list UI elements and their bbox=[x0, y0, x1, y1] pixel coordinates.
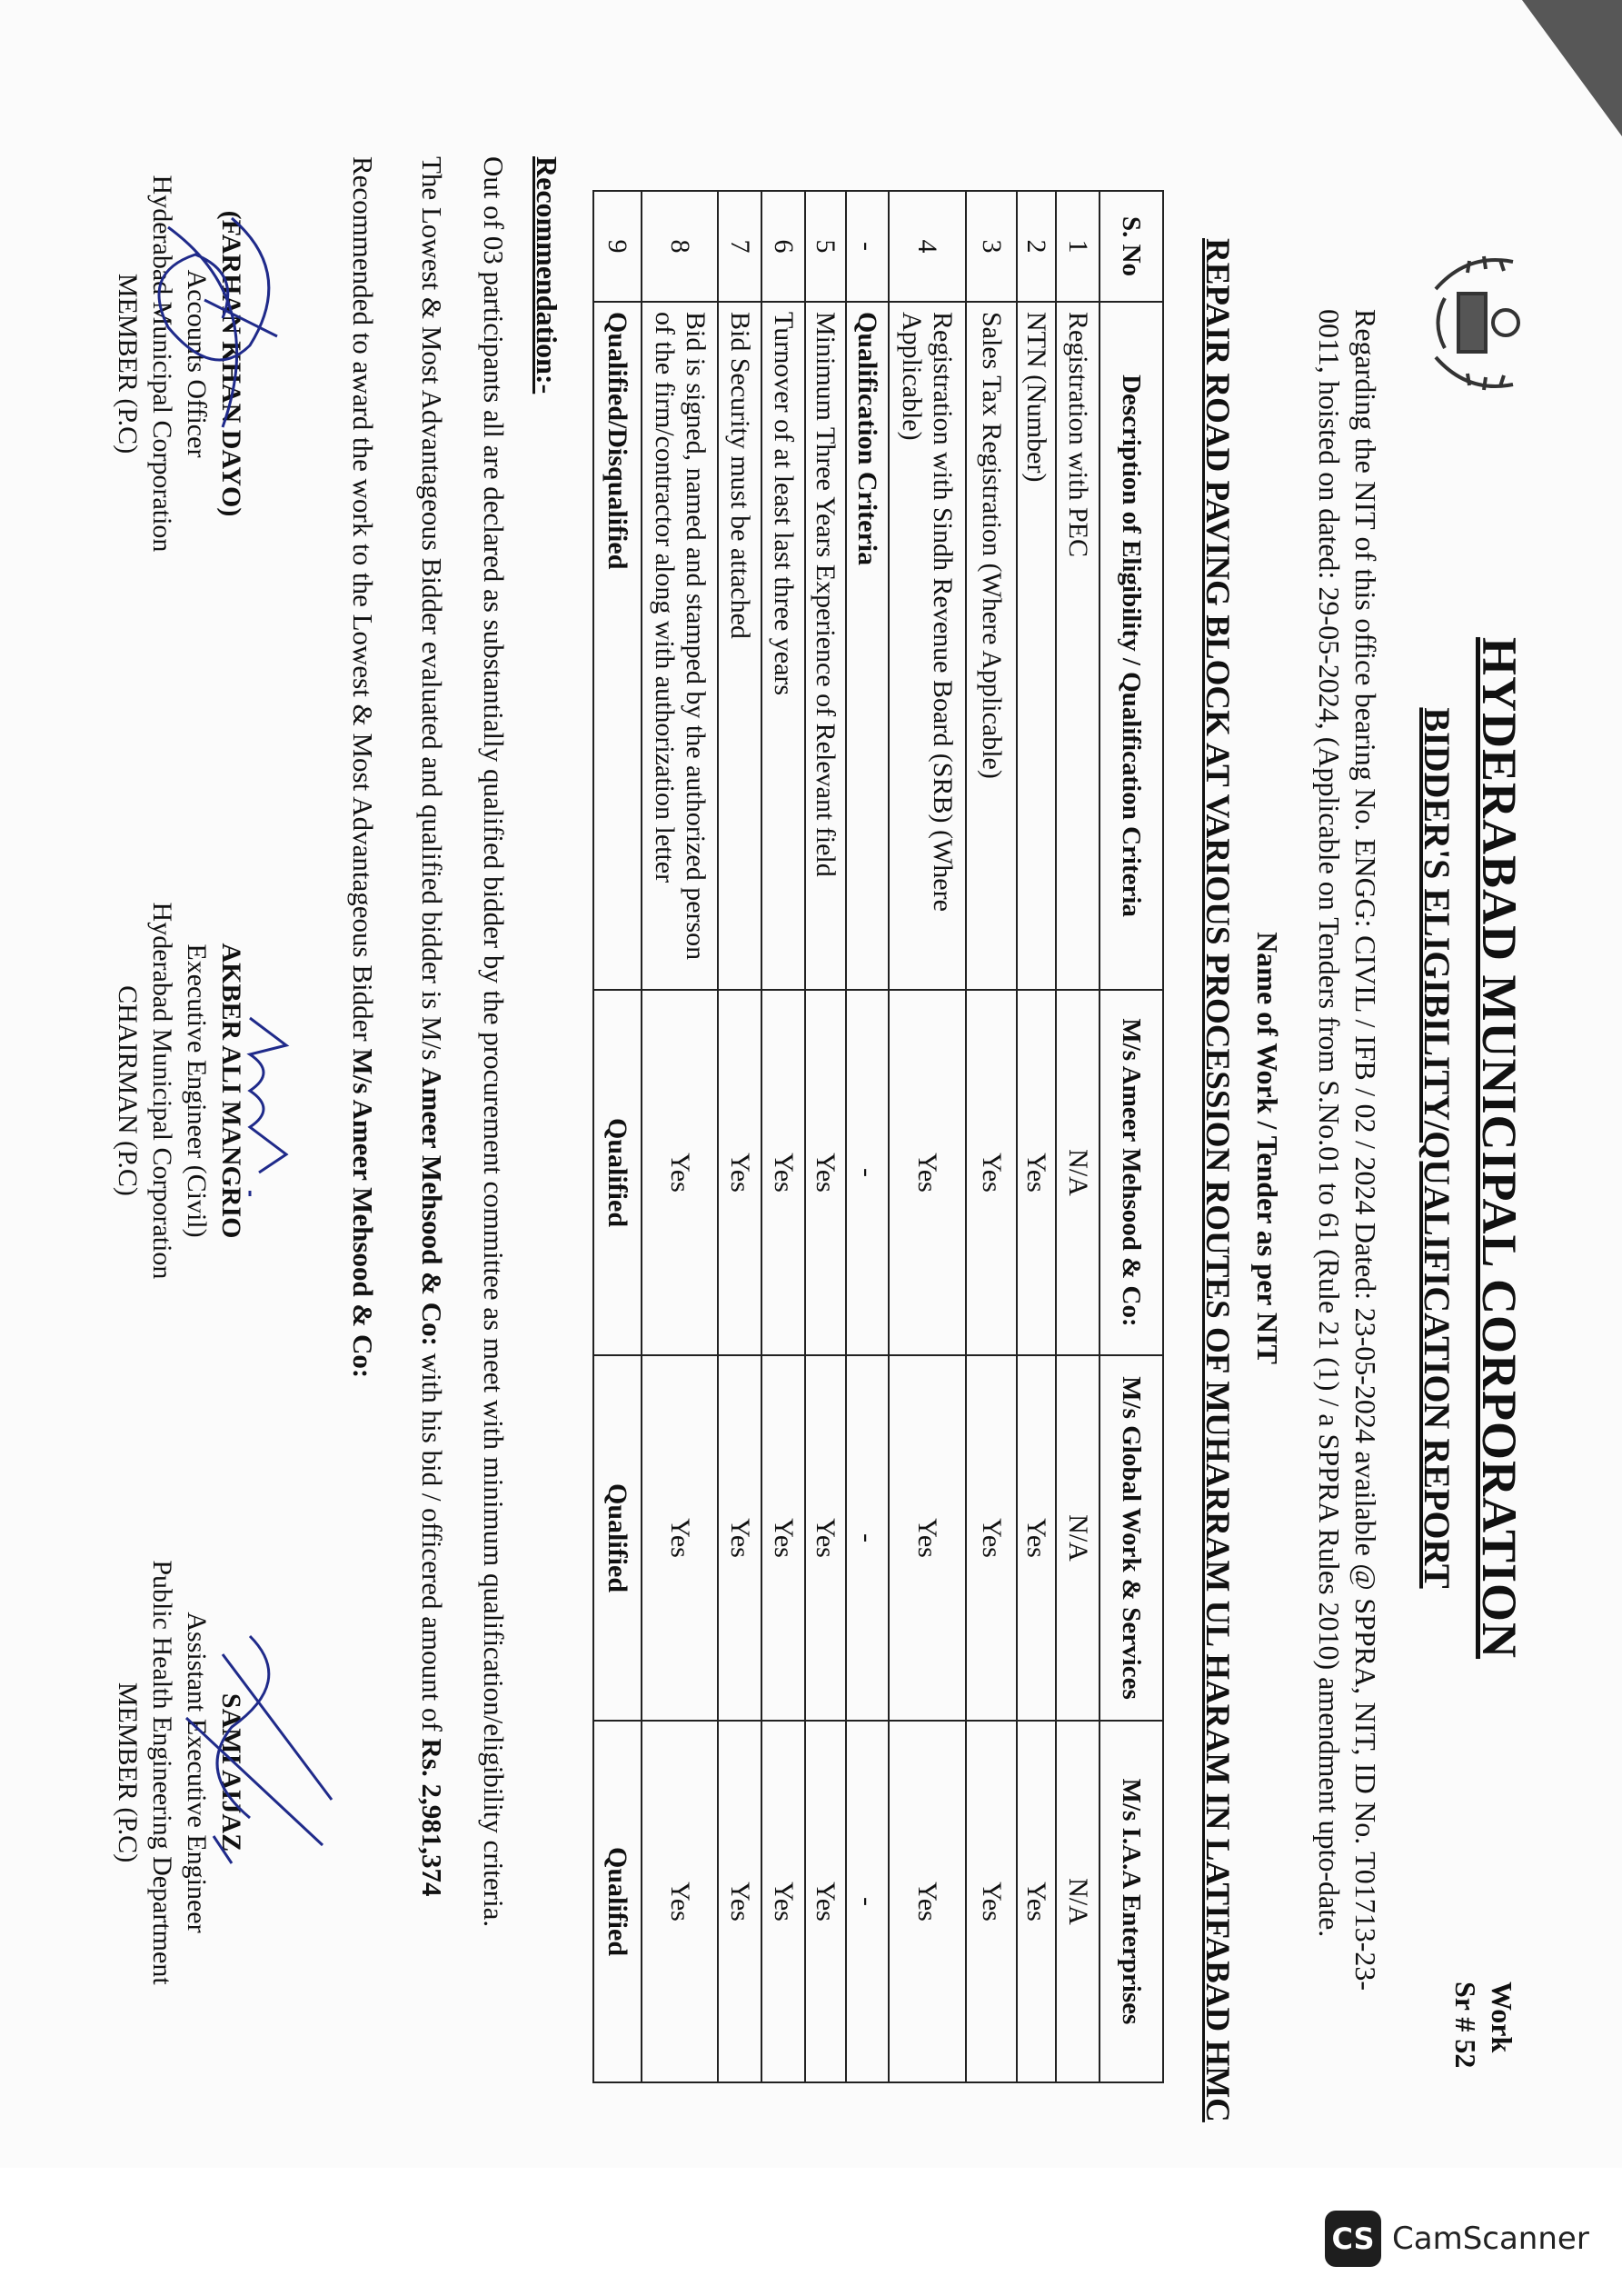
table-row bbox=[846, 191, 889, 2082]
cell-bidder-1: Yes bbox=[1017, 990, 1056, 1355]
col-sno: S. No bbox=[1100, 191, 1163, 302]
work-title: REPAIR ROAD PAVING BLOCK AT VARIOUS PROCESSION ROUTES OF MUHARRAM UL HARAM IN LATIFABAD HMC bbox=[1199, 238, 1236, 2122]
signature-3 bbox=[186, 1636, 332, 1863]
cell-sno: 7 bbox=[718, 191, 761, 302]
camscanner-label: CamScanner bbox=[1392, 2221, 1589, 2257]
cell-bidder-1: Qualified bbox=[593, 990, 642, 1355]
col-bidder-2: M/s Global Work & Services bbox=[1100, 1355, 1163, 1721]
serial-number: Sr # 52 bbox=[1449, 1982, 1482, 2069]
cell-bidder-3: Yes bbox=[1017, 1721, 1056, 2082]
cell-bidder-3: Yes bbox=[805, 1721, 846, 2082]
cell-bidder-1: Yes bbox=[718, 990, 761, 1355]
cell-bidder-3: Yes bbox=[642, 1721, 718, 2082]
camscanner-logo-icon: CS bbox=[1325, 2211, 1381, 2267]
cell-sno: 3 bbox=[966, 191, 1017, 302]
recommendation-heading: Recommendation:- bbox=[531, 156, 563, 394]
signature-1 bbox=[159, 218, 277, 427]
cell-sno: - bbox=[846, 191, 889, 302]
handwritten-signatures bbox=[77, 0, 350, 2296]
intro-paragraph: Regarding the NIT of this office bearing No. ENGG: CIVIL / IFB / 02 / 2024 Dated: 23-05-2024 available @ SPPRA, NIT, ID No. T01713-23-0011, hoisted on dated: 29-05-2024, (Applicable on Tenders from S.No.01 to 61 (Rule 21 (1) / a SPPRA Rules 2010) amendment upto-date. bbox=[1313, 309, 1382, 1991]
org-title: HYDERABAD MUNICIPAL CORPORATION bbox=[1472, 636, 1527, 1660]
cell-sno: 5 bbox=[805, 191, 846, 302]
report-title: BIDDER'S ELIGIBILITY/QUALIFICATION REPORT bbox=[1417, 707, 1458, 1589]
table-row bbox=[805, 191, 846, 2082]
signatory-org: Hyderabad Municipal Corporation bbox=[147, 902, 177, 1280]
signatory-org: Hyderabad Municipal Corporation bbox=[147, 175, 177, 553]
cell-description: Turnover of at least last three years bbox=[761, 302, 805, 990]
recommendation-line-2 bbox=[415, 156, 448, 1897]
work-serial bbox=[1448, 1982, 1520, 2068]
cell-description: Bid is signed, named and stamped by the authorized person of the firm/contractor along with authorization letter bbox=[642, 302, 718, 990]
signatory-org: Public Health Engineering Department bbox=[147, 1560, 177, 1985]
bid-amount: Rs. 2,981,374 bbox=[416, 1738, 448, 1897]
cell-bidder-2: Yes bbox=[642, 1355, 718, 1721]
signatory-designation: Accounts Officer bbox=[182, 269, 212, 458]
cell-bidder-2: Qualified bbox=[593, 1355, 642, 1721]
cell-description: Sales Tax Registration (Where Applicable) bbox=[966, 302, 1017, 990]
cell-bidder-1: Yes bbox=[642, 990, 718, 1355]
cell-bidder-2: N/A bbox=[1056, 1355, 1100, 1721]
cell-description: Qualification Criteria bbox=[846, 302, 889, 990]
table-row bbox=[966, 191, 1017, 2082]
signatory-role: CHAIRMAN (P.C) bbox=[113, 985, 143, 1196]
table-row bbox=[718, 191, 761, 2082]
work-label: Work bbox=[1486, 1982, 1518, 2053]
signatory-role: MEMBER (P.C) bbox=[113, 1682, 143, 1863]
cell-bidder-2: Yes bbox=[966, 1355, 1017, 1721]
table-row bbox=[761, 191, 805, 2082]
cell-sno: 4 bbox=[889, 191, 966, 302]
cell-description: Minimum Three Years Experience of Relevant field bbox=[805, 302, 846, 990]
signatory-role: MEMBER (P.C) bbox=[113, 273, 143, 454]
table-row bbox=[642, 191, 718, 2082]
col-description: Description of Eligibility / Qualification Criteria bbox=[1100, 302, 1163, 990]
cell-sno: 6 bbox=[761, 191, 805, 302]
signatory-designation: Executive Engineer (Civil) bbox=[182, 943, 212, 1238]
cell-bidder-3: N/A bbox=[1056, 1721, 1100, 2082]
cell-bidder-2: Yes bbox=[718, 1355, 761, 1721]
cell-description: Registration with PEC bbox=[1056, 302, 1100, 990]
name-of-work-label: Name of Work / Tender as per NIT bbox=[1251, 932, 1284, 1364]
text: The Lowest & Most Advantageous Bidder evaluated and qualified bidder is M/s bbox=[416, 156, 448, 1068]
cell-bidder-3: - bbox=[846, 1721, 889, 2082]
cell-description: Bid Security must be attached bbox=[718, 302, 761, 990]
cell-bidder-3: Yes bbox=[889, 1721, 966, 2082]
cell-bidder-3: Yes bbox=[761, 1721, 805, 2082]
col-bidder-1: M/s Ameer Mehsood & Co: bbox=[1100, 990, 1163, 1355]
cell-bidder-3: Qualified bbox=[593, 1721, 642, 2082]
cell-bidder-2: - bbox=[846, 1355, 889, 1721]
cell-bidder-2: Yes bbox=[761, 1355, 805, 1721]
cell-sno: 8 bbox=[642, 191, 718, 302]
cell-bidder-2: Yes bbox=[889, 1355, 966, 1721]
eligibility-table bbox=[592, 190, 1164, 2083]
cell-description: Qualified/Disqualified bbox=[593, 302, 642, 990]
cell-description: Registration with Sindh Revenue Board (SRB) (Where Applicable) bbox=[889, 302, 966, 990]
cell-bidder-1: Yes bbox=[889, 990, 966, 1355]
table-row bbox=[889, 191, 966, 2082]
text: Recommended to award the work to the Lowest & Most Advantageous Bidder bbox=[347, 156, 379, 1049]
table-row bbox=[1056, 191, 1100, 2082]
recommendation-line-3 bbox=[346, 156, 379, 1378]
table-row bbox=[1017, 191, 1056, 2082]
table-row bbox=[593, 191, 642, 2082]
recommendation-line-1: Out of 03 participants all are declared as substantially qualified bidder by the procurement committee as meet with minimum qualification/eligibility criteria. bbox=[478, 156, 510, 1928]
cell-sno: 1 bbox=[1056, 191, 1100, 302]
bidder-name: Ameer Mehsood & Co: bbox=[416, 1067, 448, 1346]
col-bidder-3: M/s I.A.A Enterprises bbox=[1100, 1721, 1163, 2082]
bidder-name: M/s Ameer Mehsood & Co: bbox=[347, 1048, 379, 1379]
cell-bidder-1: Yes bbox=[805, 990, 846, 1355]
signature-2 bbox=[250, 1018, 286, 1196]
cell-bidder-1: - bbox=[846, 990, 889, 1355]
signatory-designation: Assistant Executive Engineer bbox=[182, 1612, 212, 1933]
signatory-name: SAMI AIJAZ bbox=[216, 1692, 246, 1852]
table-header-row bbox=[1100, 191, 1163, 2082]
camscanner-watermark bbox=[1325, 2211, 1589, 2267]
cell-bidder-2: Yes bbox=[1017, 1355, 1056, 1721]
cell-bidder-1: N/A bbox=[1056, 990, 1100, 1355]
cell-bidder-1: Yes bbox=[966, 990, 1017, 1355]
cell-bidder-3: Yes bbox=[718, 1721, 761, 2082]
cell-bidder-3: Yes bbox=[966, 1721, 1017, 2082]
cell-bidder-2: Yes bbox=[805, 1355, 846, 1721]
signatory-name: AKBER ALI MANGRIO bbox=[216, 943, 246, 1239]
cell-bidder-1: Yes bbox=[761, 990, 805, 1355]
signatory-name: (FARHAN KHAN DAYO) bbox=[216, 210, 246, 517]
cell-sno: 9 bbox=[593, 191, 642, 302]
cell-description: NTN (Number) bbox=[1017, 302, 1056, 990]
cell-sno: 2 bbox=[1017, 191, 1056, 302]
text: with his bid / officered amount of bbox=[416, 1345, 448, 1739]
